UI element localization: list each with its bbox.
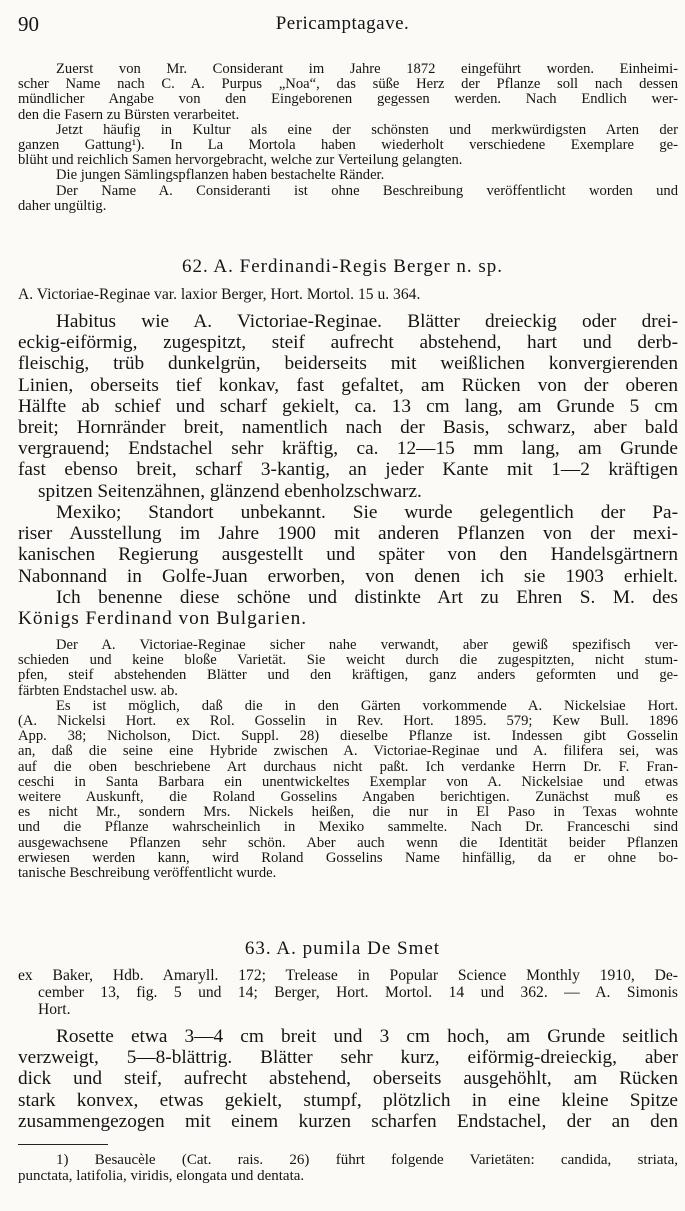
text-line: tanische Beschreibung veröffentlicht wurde. <box>18 865 277 882</box>
text-line: scher Name nach C. A. Purpus „Noa“, das süße Herz der Pflanze soll nach dessen <box>18 76 678 93</box>
text-line: auf die oben beschriebene Art durchaus nicht paßt. Ich verdanke Herrn Dr. F. Fran- <box>18 758 678 775</box>
text-line: Der A. Victoriae-Reginae sicher nahe verwandt, aber gewiß spezifisch ver- <box>56 637 678 653</box>
page-number: 90 <box>18 12 39 36</box>
text-line: ceschi in Santa Barbara ein unentwickeltes Exemplar von A. Nickelsiae und etwas <box>18 773 678 790</box>
text-line: erwiesen werden kann, wird Roland Gosselins Name hinfällig, da er ohne bo- <box>18 849 678 866</box>
text-line: blüht und reichlich Samen hervorgebracht, welche zur Verteilung gelangten. <box>18 152 463 169</box>
text-line: punctata, latifolia, viridis, elongata und dentata. <box>18 1168 305 1184</box>
species-62-synonym <box>18 286 678 304</box>
text-line: Hälfte ab schief und scharf gekielt, ca. 13 cm lang, am Grunde 5 cm <box>18 395 678 417</box>
text-line: den die Fasern zu Bürsten verarbeitet. <box>18 106 240 123</box>
species-62-distribution <box>18 502 678 629</box>
text-line: breit; Hornränder breit, namentlich nach der Basis, schwarz, aber bald <box>18 417 678 439</box>
text-line: weitere Auskunft, die Roland Gosselins Angaben berichtigen. Zunächst muß es <box>18 789 678 806</box>
text-line: und die Pflanze wahrscheinlich in Mexiko sammelte. Nach Dr. Franceschi sind <box>18 819 678 836</box>
text-line: Hort. <box>38 1001 71 1018</box>
species-63-citation <box>18 967 678 1018</box>
text-line: stark konvex, etwas gekielt, stumpf, plötzlich in eine kleine Spitze <box>18 1089 678 1111</box>
text-line: kanischen Regierung ausgestellt und später von den Handelsgärtnern <box>18 544 678 566</box>
text-line: Zuerst von Mr. Considerant im Jahre 1872 eingeführt worden. Einheimi- <box>56 61 678 77</box>
text-line: Es ist möglich, daß die in den Gärten vorkommende A. Nickelsiae Hort. <box>56 697 678 714</box>
footnote <box>18 1152 678 1184</box>
text-line: Nabonnand in Golfe-Juan erworben, von denen ich sie 1903 erhielt. <box>18 565 678 587</box>
text-line: 1) Besaucèle (Cat. rais. 26) führt folgende Varietäten: candida, striata, <box>56 1152 678 1168</box>
text-line: Ich benenne diese schöne und distinkte Art zu Ehren S. M. des <box>56 586 678 608</box>
text-line: ex Baker, Hdb. Amaryll. 172; Trelease in Popular Science Monthly 1910, De- <box>18 967 678 984</box>
text-line: es nicht Mr., sondern Mrs. Nickels heißen, die nur in El Paso in Texas wohnte <box>18 804 678 821</box>
text-line: pfen, steif abstehenden Blätter und den kräftigen, ganz anders geformten und ge- <box>18 667 678 684</box>
text-line: vergrauend; Endstachel sehr kräftig, ca. 12—15 mm lang, am Grunde <box>18 438 678 460</box>
species-62-description <box>18 311 678 502</box>
species-63-description <box>18 1026 678 1132</box>
text-line: (A. Nickelsi Hort. ex Rol. Gosselin in Rev. Hort. 1895. 579; Kew Bull. 1896 <box>18 713 678 730</box>
text-line: riser Ausstellung im Jahre 1900 mit anderen Pflanzen von der mexi- <box>18 523 678 545</box>
text-line: daher ungültig. <box>18 197 107 214</box>
footnote-divider <box>18 1144 108 1145</box>
text-line: App. 38; Nicholson, Dict. Suppl. 28) dieselbe Pflanze ist. Indessen gibt Gosselin <box>18 728 678 745</box>
text-line: mündlicher Angabe von den Eingeborenen gegessen werden. Nach Endlich wer- <box>18 91 678 108</box>
text-line: fleischig, trüb dunkelgrün, beiderseits mit weißlichen konvergierenden <box>18 353 678 375</box>
text-line: Rosette etwa 3—4 cm breit und 3 cm hoch, am Grunde seitlich <box>56 1026 678 1047</box>
text-line: Die jungen Sämlingspflanzen haben bestachelte Ränder. <box>56 167 385 184</box>
species-62-heading: 62. A. Ferdinandi-Regis Berger n. sp. <box>181 256 504 277</box>
text-line: ganzen Gattung¹). In La Mortola haben wiederholt verschiedene Exemplare ge- <box>18 137 678 154</box>
text-line: spitzen Seitenzähnen, glänzend ebenholzschwarz. <box>38 480 422 502</box>
text-line: eckig-eiförmig, zugespitzt, steif aufrecht abstehend, hart und derb- <box>18 332 678 354</box>
intro-paragraph <box>18 62 678 214</box>
text-line: an, daß die seine eine Hybride zwischen A. Victoriae-Reginae und A. filifera sei, was <box>18 743 678 760</box>
text-line: schieden und keine bloße Varietät. Sie weicht durch die zugespitzten, nicht stum- <box>18 652 678 669</box>
text-line: zusammengezogen mit einem kurzen scharfen Endstachel, der an den <box>18 1110 678 1132</box>
running-title: Pericamptagave. <box>275 13 410 34</box>
species-62-notes <box>18 638 678 881</box>
text-line: Mexiko; Standort unbekannt. Sie wurde gelegentlich der Pa- <box>56 502 678 523</box>
text-line: Habitus wie A. Victoriae-Reginae. Blätter dreieckig oder drei- <box>56 311 678 332</box>
text-line: dick und steif, aufrecht abstehend, oberseits ausgehöhlt, am Rücken <box>18 1068 678 1090</box>
text-line: cember 13, fig. 5 und 14; Berger, Hort. Mortol. 14 und 362. — A. Simonis <box>38 984 678 1001</box>
text-line: färbten Endstachel usw. ab. <box>18 682 178 699</box>
text-line: Linien, oberseits tief konkav, fast gefaltet, am Rücken von der oberen <box>18 374 678 396</box>
text-line: ausgewachsene Pflanzen sehr schön. Aber auch wenn die Identität beider Pflanzen <box>18 834 678 851</box>
species-63-heading: 63. A. pumila De Smet <box>244 938 441 959</box>
text-line: Königs Ferdinand von Bulgarien. <box>18 608 308 630</box>
text-line: fast ebenso breit, scharf 3-kantig, an jeder Kante mit 1—2 kräftigen <box>18 459 678 481</box>
text-line: verzweigt, 5—8-blättrig. Blätter sehr kurz, eiförmig-dreieckig, aber <box>18 1047 678 1069</box>
text-line: Jetzt häufig in Kultur als eine der schönsten und merkwürdigsten Arten der <box>56 121 678 138</box>
text-line: Der Name A. Consideranti ist ohne Beschreibung veröffentlicht worden und <box>56 182 678 199</box>
text-line: A. Victoriae-Reginae var. laxior Berger, Hort. Mortol. 15 u. 364. <box>18 286 421 303</box>
